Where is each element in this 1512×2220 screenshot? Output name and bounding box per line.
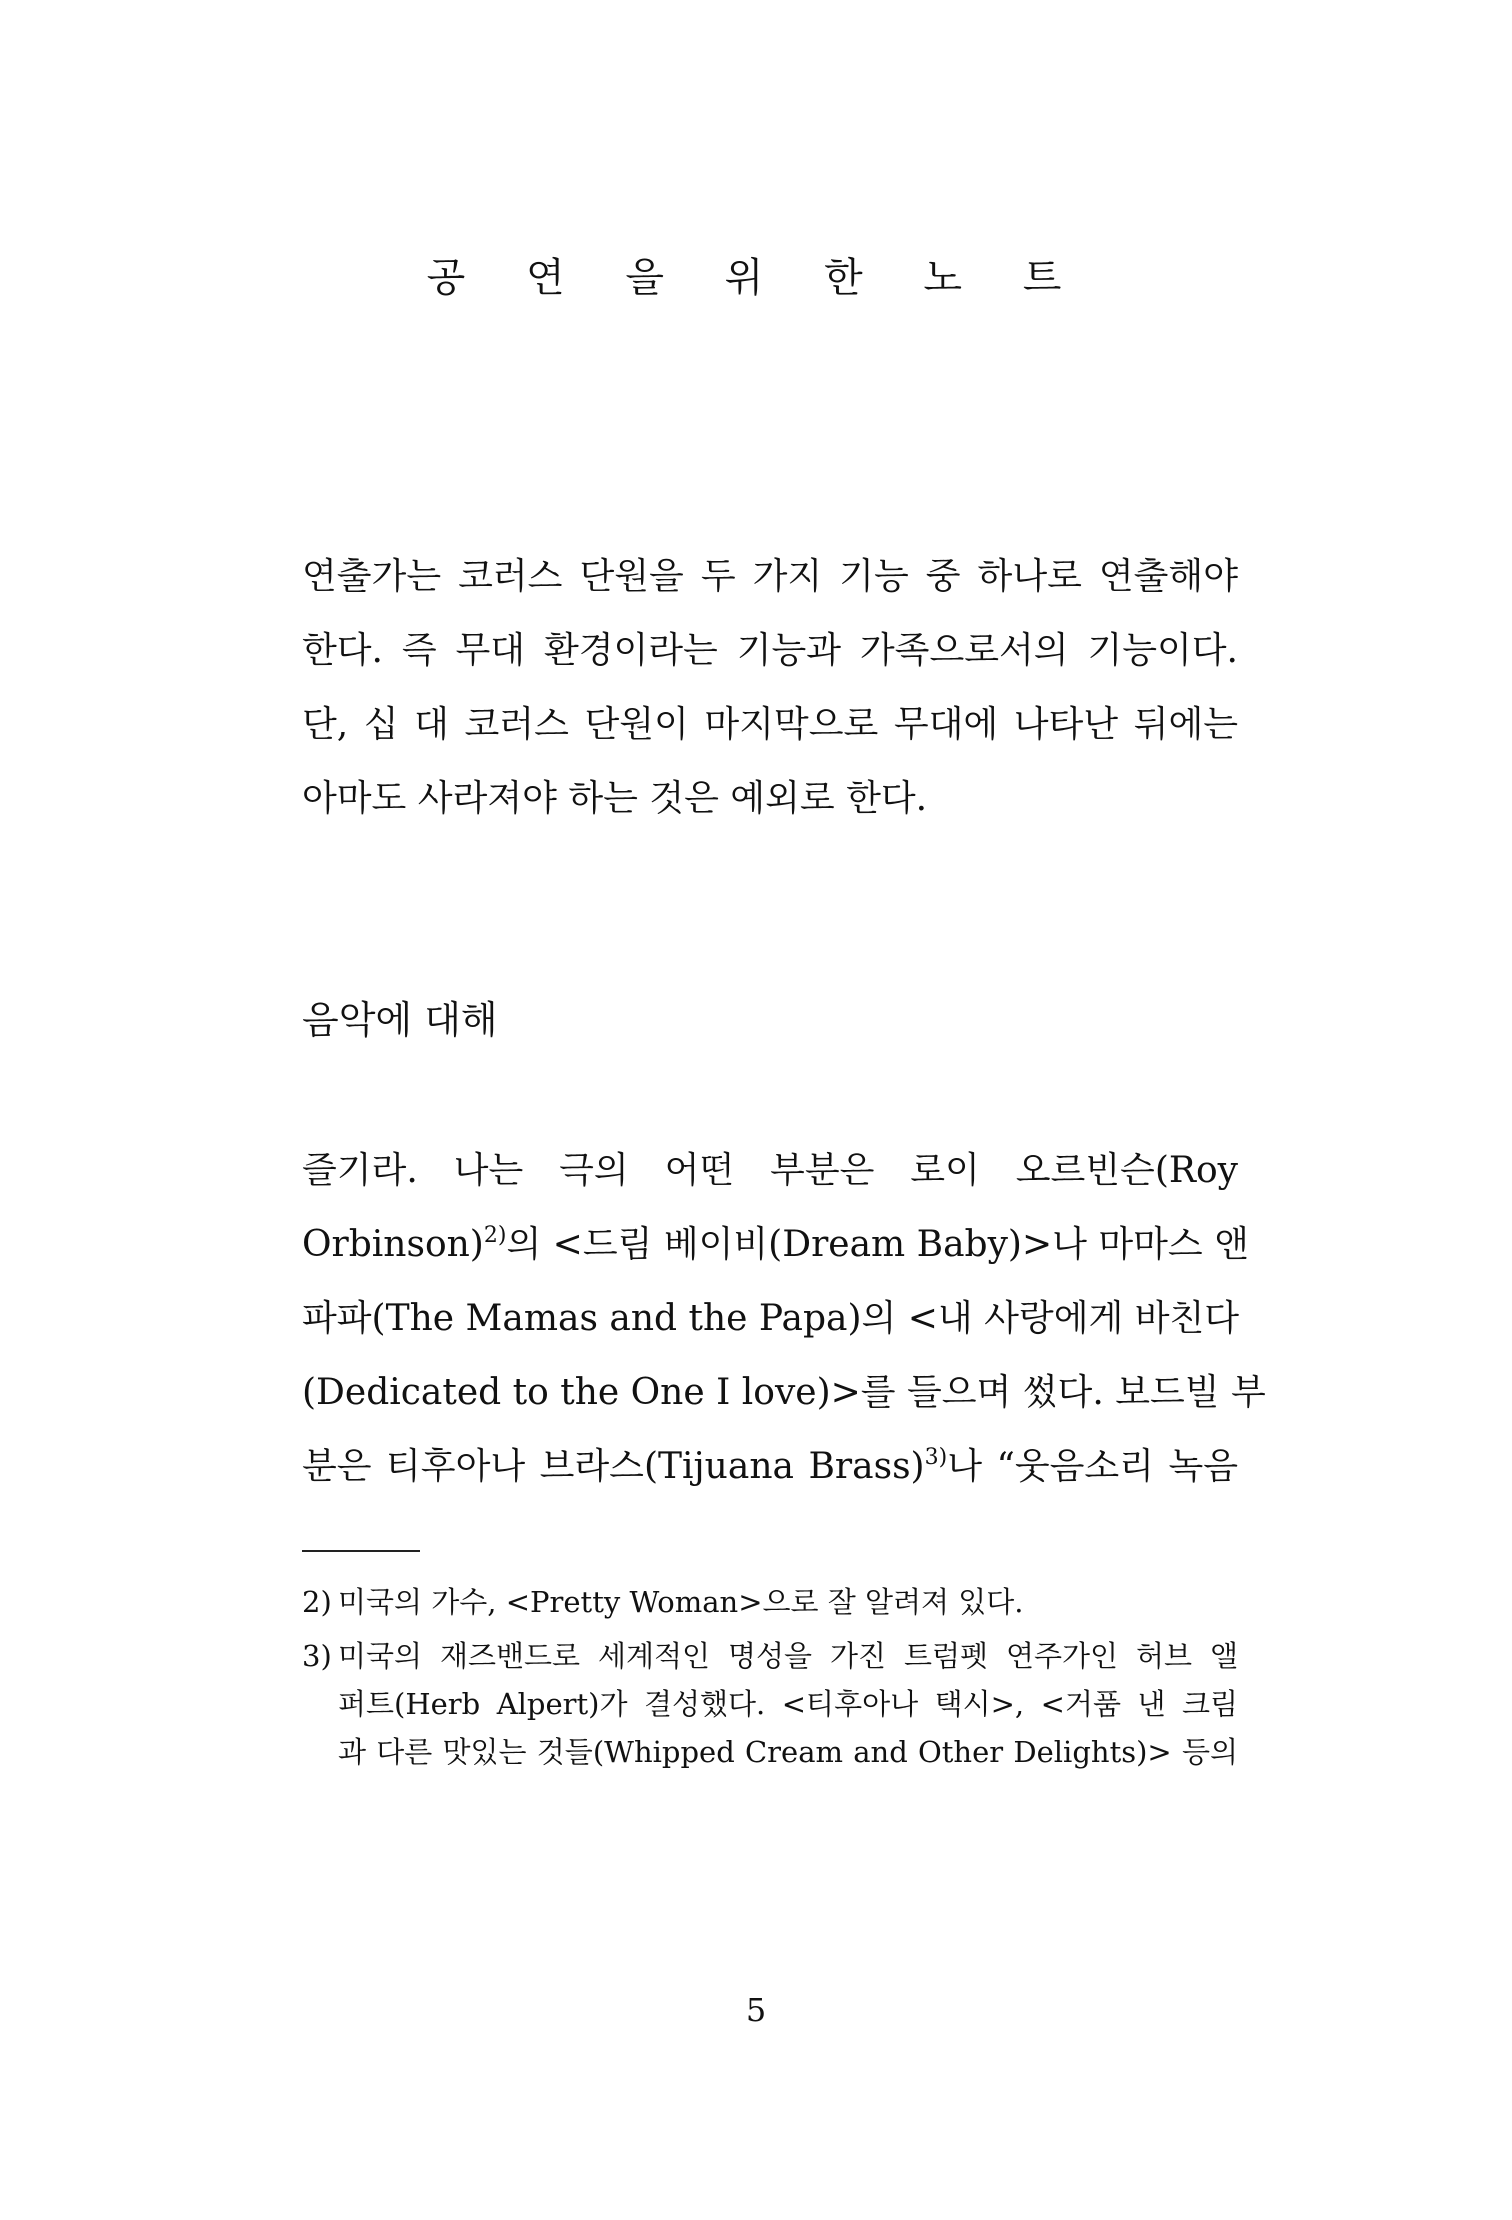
footnote-divider (302, 1550, 420, 1552)
footnote-ref-3: 3) (924, 1445, 948, 1470)
footnote-number: 3) (302, 1639, 332, 1673)
footnote-line: 미국의 가수, <Pretty Woman>으로 잘 알려져 있다. (338, 1585, 1024, 1619)
music-line: 분은 티후아나 브라스(Tijuana Brass)$^{3)}$나 “웃음소리 녹음 (302, 1445, 1238, 1487)
music-line: (Dedicated to the One I love)>를 들으며 썼다. 보드빌 부 (302, 1372, 1266, 1413)
footnote-line: 퍼트(Herb Alpert)가 결성했다. <티후아나 택시>, <거품 낸 크림 (338, 1687, 1238, 1721)
music-line: 파파(The Mamas and the Papa)의 <내 사랑에게 바친다 (302, 1298, 1240, 1339)
footnote-line: 미국의 재즈밴드로 세계적인 명성을 가진 트럼펫 연주가인 허브 앨 (338, 1639, 1238, 1673)
music-line: 즐기라. 나는 극의 어떤 부분은 로이 오르빈슨(Roy (302, 1150, 1238, 1191)
footnote-number: 2) (302, 1585, 332, 1619)
page-number: 5 (745, 1991, 767, 2029)
intro-line: 단, 십 대 코러스 단원이 마지막으로 무대에 나타난 뒤에는 (302, 704, 1238, 745)
intro-line: 아마도 사라져야 하는 것은 예외로 한다. (302, 778, 928, 819)
music-paragraph (302, 1134, 1266, 1504)
footnote-2 (302, 1578, 1238, 1626)
intro-line: 연출가는 코러스 단원을 두 가지 기능 중 하나로 연출해야 (302, 556, 1238, 597)
footnotes (302, 1578, 1238, 1782)
footnote-ref-2: 2) (483, 1223, 507, 1248)
footnote-3 (302, 1632, 1238, 1776)
footnote-line: 과 다른 맛있는 것들(Whipped Cream and Other Delights)> 등의 (338, 1735, 1238, 1769)
intro-paragraph (302, 540, 1238, 836)
intro-line: 한다. 즉 무대 환경이라는 기능과 가족으로서의 기능이다. (302, 630, 1238, 671)
page-title: 공 연 을 위 한 노 트 (426, 255, 1086, 301)
section-heading-music: 음악에 대해 (302, 998, 498, 1042)
music-line: Orbinson)$^{2)}$의 <드림 베이비(Dream Baby)>나 마마스 앤 (302, 1223, 1249, 1265)
